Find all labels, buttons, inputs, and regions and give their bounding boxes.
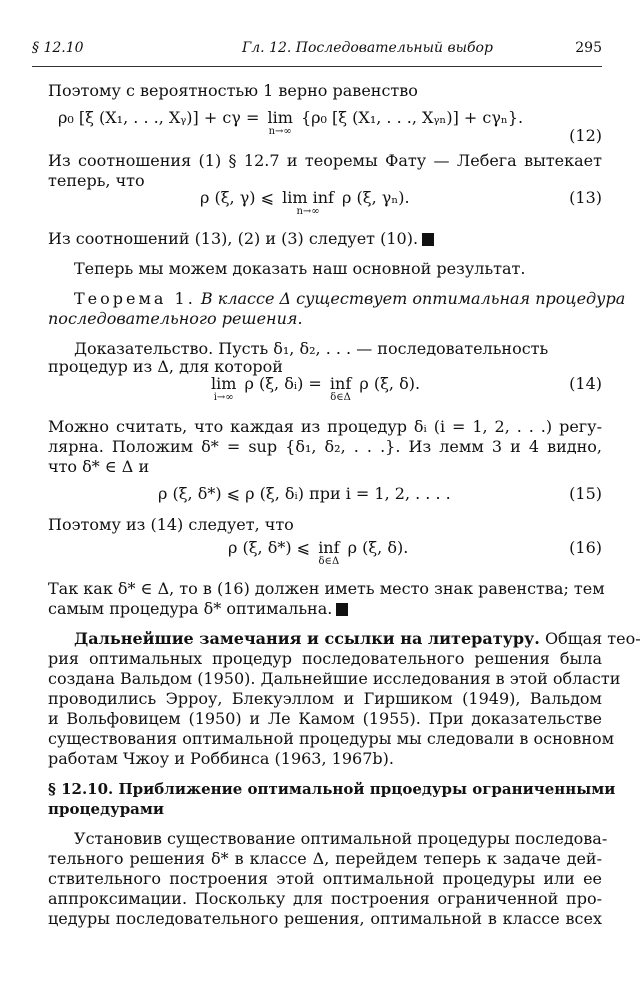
- equation-number-15: (15): [569, 484, 602, 503]
- paragraph-line: Теперь мы можем доказать наш основной результат.: [74, 259, 526, 278]
- paragraph-line: Поэтому из (14) следует, что: [48, 515, 294, 534]
- paragraph-line: Установив существование оптимальной процедуры последова-: [74, 829, 608, 848]
- formula-16: ρ (ξ, δ*) ⩽ inf δ∈Δ ρ (ξ, δ).: [228, 538, 409, 567]
- paragraph-line: Поэтому с вероятностью 1 верно равенство: [48, 81, 418, 100]
- paragraph-line: цедуры последовательного решения, оптимальной в классе всех: [48, 909, 602, 928]
- paragraph-line: Можно считать, что каждая из процедур δᵢ (i = 1, 2, . . .) регу-: [48, 417, 602, 436]
- paragraph-line: самым процедура δ* оптимальна.: [48, 598, 602, 620]
- theorem-line: последовательного решения.: [48, 309, 303, 328]
- header-chapter-title: Гл. 12. Последовательный выбор: [242, 40, 493, 56]
- formula-12: ρ₀ [ξ (X₁, . . ., Xᵧ)] + cγ = lim n→∞ {ρ₀ [ξ (X₁, . . ., Xᵧₙ)] + cγₙ}.: [58, 108, 524, 137]
- proof-line: процедур из Δ, для которой: [48, 357, 283, 376]
- paragraph-line: аппроксимации. Поскольку для построения ограниченной про-: [48, 889, 602, 908]
- remarks-line: и Вольфовицем (1950) и Ле Камом (1955). При доказательстве: [48, 709, 602, 728]
- page-number: 295: [575, 40, 602, 56]
- equation-number-14: (14): [569, 374, 602, 393]
- remarks-line: рия оптимальных процедур последовательного решения была: [48, 649, 602, 668]
- remarks-title: Дальнейшие замечания и ссылки на литературу.: [74, 629, 540, 648]
- equation-number-13: (13): [569, 188, 602, 207]
- proof-label: Доказательство.: [74, 339, 214, 358]
- remarks-line: создана Вальдом (1950). Дальнейшие исследования в этой области: [48, 669, 621, 688]
- remarks-line: существования оптимальной процедуры мы следовали в основном: [48, 729, 615, 748]
- proof-line: Доказательство. Пусть δ₁, δ₂, . . . — последовательность: [74, 339, 549, 358]
- qed-square-icon: [336, 603, 348, 616]
- equation-number-12: (12): [569, 126, 602, 145]
- theorem-line: Теорема 1. В классе Δ существует оптимальная процедура: [74, 289, 626, 308]
- qed-square-icon: [422, 233, 434, 246]
- equation-number-16: (16): [569, 538, 602, 557]
- formula-15: ρ (ξ, δ*) ⩽ ρ (ξ, δᵢ) при i = 1, 2, . . . .: [158, 484, 451, 503]
- paragraph-line: теперь, что: [48, 171, 145, 190]
- paragraph-line: тельного решения δ* в классе Δ, перейдем теперь к задаче дей-: [48, 849, 602, 868]
- header-section: § 12.10: [32, 40, 84, 56]
- remarks-line: проводились Эрроу, Блекуэллом и Гиршиком (1949), Вальдом: [48, 689, 602, 708]
- section-heading: процедурами: [48, 800, 165, 818]
- paragraph-line: ствительного построения этой оптимальной процедуры или ее: [48, 869, 602, 888]
- formula-14: lim i→∞ ρ (ξ, δᵢ) = inf δ∈Δ ρ (ξ, δ).: [211, 374, 421, 403]
- remarks-line: работам Чжоу и Роббинса (1963, 1967b).: [48, 749, 394, 768]
- header-rule: [32, 66, 602, 67]
- theorem-label: Теорема 1.: [74, 289, 196, 308]
- section-heading: § 12.10. Приближение оптимальной прцоедуры ограниченными: [48, 780, 616, 798]
- paragraph-line: что δ* ∈ Δ и: [48, 457, 150, 476]
- paragraph-line: лярна. Положим δ* = sup {δ₁, δ₂, . . .}. Из лемм 3 и 4 видно,: [48, 437, 602, 456]
- formula-13: ρ (ξ, γ) ⩽ lim inf n→∞ ρ (ξ, γₙ).: [200, 188, 410, 217]
- paragraph-line: Так как δ* ∈ Δ, то в (16) должен иметь место знак равенства; тем: [48, 579, 605, 598]
- paragraph-line: Из соотношений (13), (2) и (3) следует (10).: [48, 228, 602, 250]
- paragraph-line: Из соотношения (1) § 12.7 и теоремы Фату — Лебега вытекает: [48, 151, 602, 170]
- remarks-line: Дальнейшие замечания и ссылки на литературу. Общая тео-: [74, 629, 641, 648]
- running-header: [32, 40, 602, 62]
